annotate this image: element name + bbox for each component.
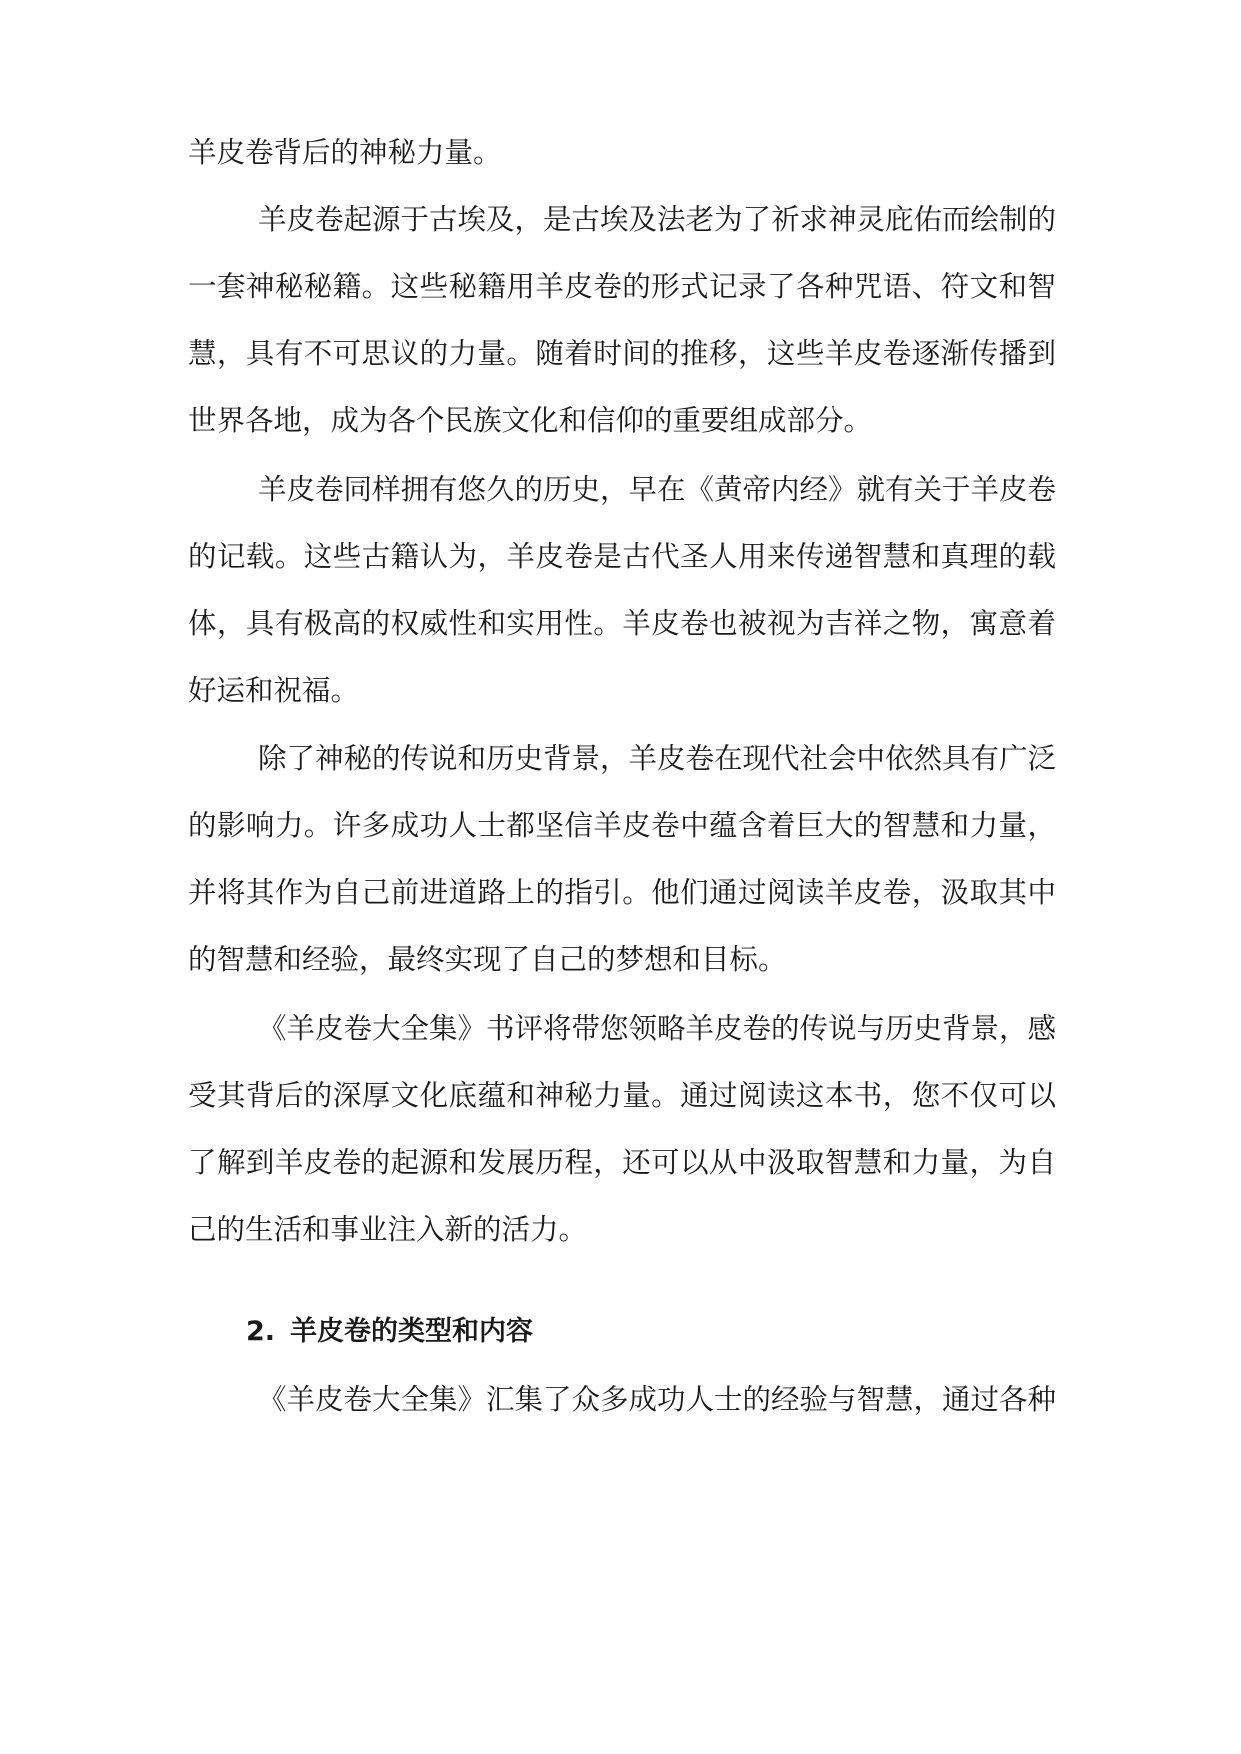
text-line: 的记载。这些古籍认为，羊皮卷是古代圣人用来传递智慧和真理的载 <box>188 540 1056 573</box>
document-page <box>188 0 1056 1754</box>
text-line: 受其背后的深厚文化底蕴和神秘力量。通过阅读这本书，您不仅可以 <box>188 1079 1056 1112</box>
section-number: 2. <box>246 1316 276 1347</box>
text-line: 慧，具有不可思议的力量。随着时间的推移，这些羊皮卷逐渐传播到 <box>188 337 1056 370</box>
text-line: 的智慧和经验，最终实现了自己的梦想和目标。 <box>188 943 787 976</box>
text-line: 的影响力。许多成功人士都坚信羊皮卷中蕴含着巨大的智慧和力量， <box>188 809 1056 842</box>
section-heading <box>246 1312 533 1352</box>
paragraph-first-line: 《羊皮卷大全集》汇集了众多成功人士的经验与智慧，通过各种 <box>257 1383 1056 1416</box>
text-line: 世界各地，成为各个民族文化和信仰的重要组成部分。 <box>188 404 873 437</box>
section-title: 羊皮卷的类型和内容 <box>290 1316 533 1347</box>
text-line: 体，具有极高的权威性和实用性。羊皮卷也被视为吉祥之物，寓意着 <box>188 607 1056 640</box>
text-line: 己的生活和事业注入新的活力。 <box>188 1213 588 1246</box>
paragraph-first-line: 羊皮卷起源于古埃及，是古埃及法老为了祈求神灵庇佑而绘制的 <box>257 203 1056 236</box>
text-line: 并将其作为自己前进道路上的指引。他们通过阅读羊皮卷，汲取其中 <box>188 876 1056 909</box>
paragraph-first-line: 除了神秘的传说和历史背景，羊皮卷在现代社会中依然具有广泛 <box>257 742 1056 775</box>
paragraph-first-line: 《羊皮卷大全集》书评将带您领略羊皮卷的传说与历史背景，感 <box>257 1012 1056 1045</box>
text-line: 一套神秘秘籍。这些秘籍用羊皮卷的形式记录了各种咒语、符文和智 <box>188 270 1056 303</box>
text-line: 好运和祝福。 <box>188 674 360 707</box>
paragraph-first-line: 羊皮卷同样拥有悠久的历史，早在《黄帝内经》就有关于羊皮卷 <box>257 473 1056 506</box>
text-line: 羊皮卷背后的神秘力量。 <box>188 136 502 169</box>
text-line: 了解到羊皮卷的起源和发展历程，还可以从中汲取智慧和力量，为自 <box>188 1146 1056 1179</box>
